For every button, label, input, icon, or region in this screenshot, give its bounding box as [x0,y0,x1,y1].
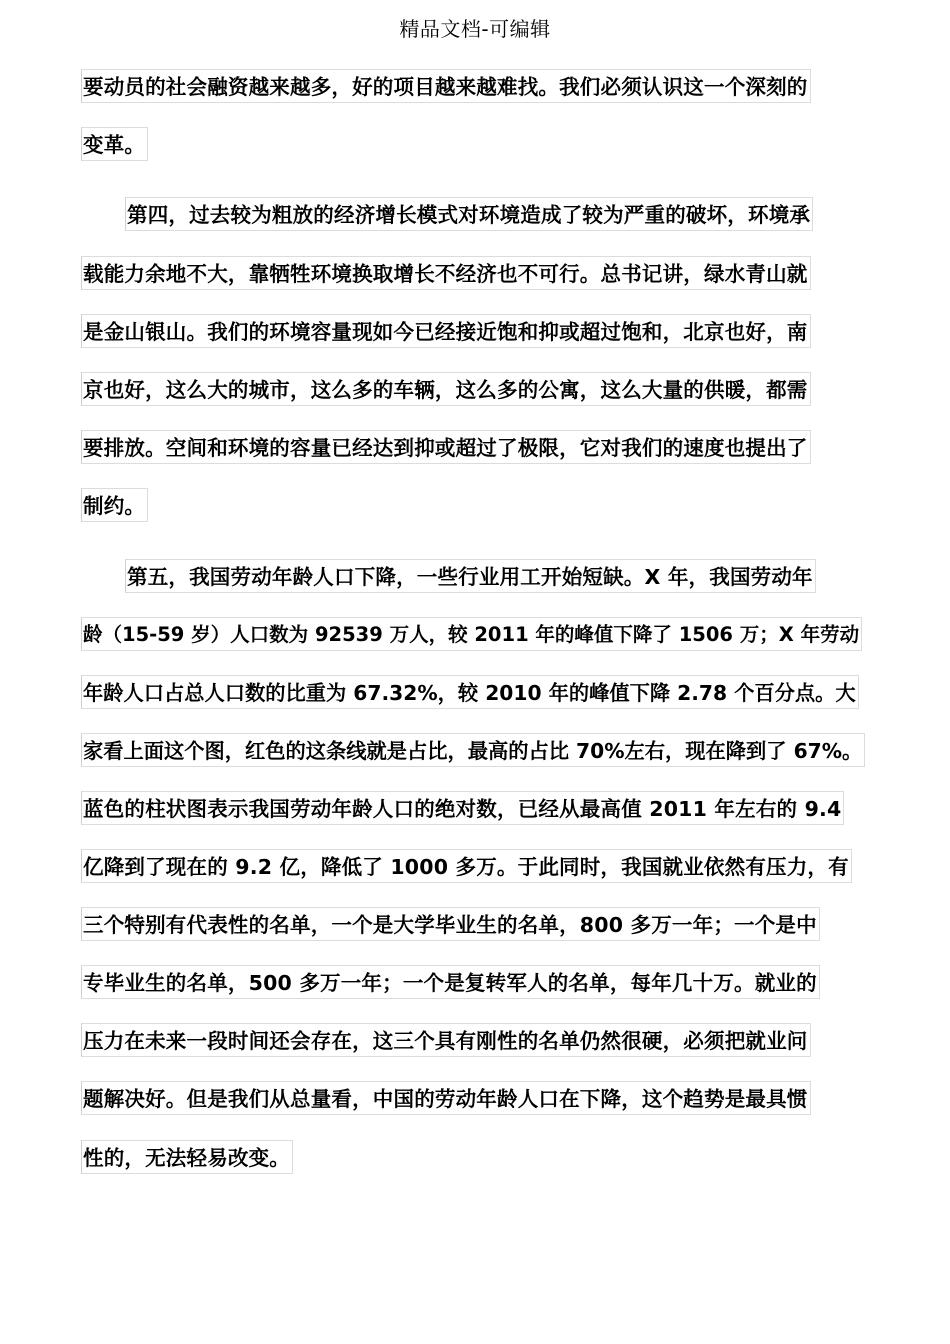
text-line: 京也好，这么大的城市，这么多的车辆，这么多的公寓，这么大量的供暖，都需 [81,372,811,406]
text-line: 是金山银山。我们的环境容量现如今已经接近饱和抑或超过饱和，北京也好，南 [81,314,811,348]
text-line: 变革。 [81,127,148,161]
text-line: 题解决好。但是我们从总量看，中国的劳动年龄人口在下降，这个趋势是最具惯 [81,1081,811,1115]
text-line: 性的，无法轻易改变。 [81,1140,293,1174]
text-line: 蓝色的柱状图表示我国劳动年龄人口的绝对数，已经从最高值 2011 年左右的 9.4 [81,791,844,825]
text-line: 压力在未来一段时间还会存在，这三个具有刚性的名单仍然很硬，必须把就业问 [81,1023,811,1057]
page-header-title: 精品文档-可编辑 [399,17,551,41]
text-line: 家看上面这个图，红色的这条线就是占比，最高的占比 70%左右，现在降到了 67%。 [81,733,865,767]
text-line: 要动员的社会融资越来越多，好的项目越来越难找。我们必须认识这一个深刻的 [81,69,811,103]
text-line: 第四，过去较为粗放的经济增长模式对环境造成了较为严重的破坏，环境承 [125,197,813,231]
text-line: 年龄人口占总人口数的比重为 67.32%，较 2010 年的峰值下降 2.78 个百分点。大 [81,675,859,709]
text-line: 要排放。空间和环境的容量已经达到抑或超过了极限，它对我们的速度也提出了 [81,430,811,464]
text-line: 载能力余地不大，靠牺牲环境换取增长不经济也不可行。总书记讲，绿水青山就 [81,256,811,290]
text-line: 制约。 [81,488,148,522]
text-line: 专毕业生的名单，500 多万一年；一个是复转军人的名单，每年几十万。就业的 [81,965,820,999]
text-line: 龄（15-59 岁）人口数为 92539 万人，较 2011 年的峰值下降了 1506 万；X 年劳动 [81,617,862,651]
text-line: 亿降到了现在的 9.2 亿，降低了 1000 多万。于此同时，我国就业依然有压力，有 [81,849,852,883]
text-line: 三个特别有代表性的名单，一个是大学毕业生的名单，800 多万一年；一个是中 [81,907,820,941]
text-line: 第五，我国劳动年龄人口下降，一些行业用工开始短缺。X 年，我国劳动年 [125,559,816,593]
